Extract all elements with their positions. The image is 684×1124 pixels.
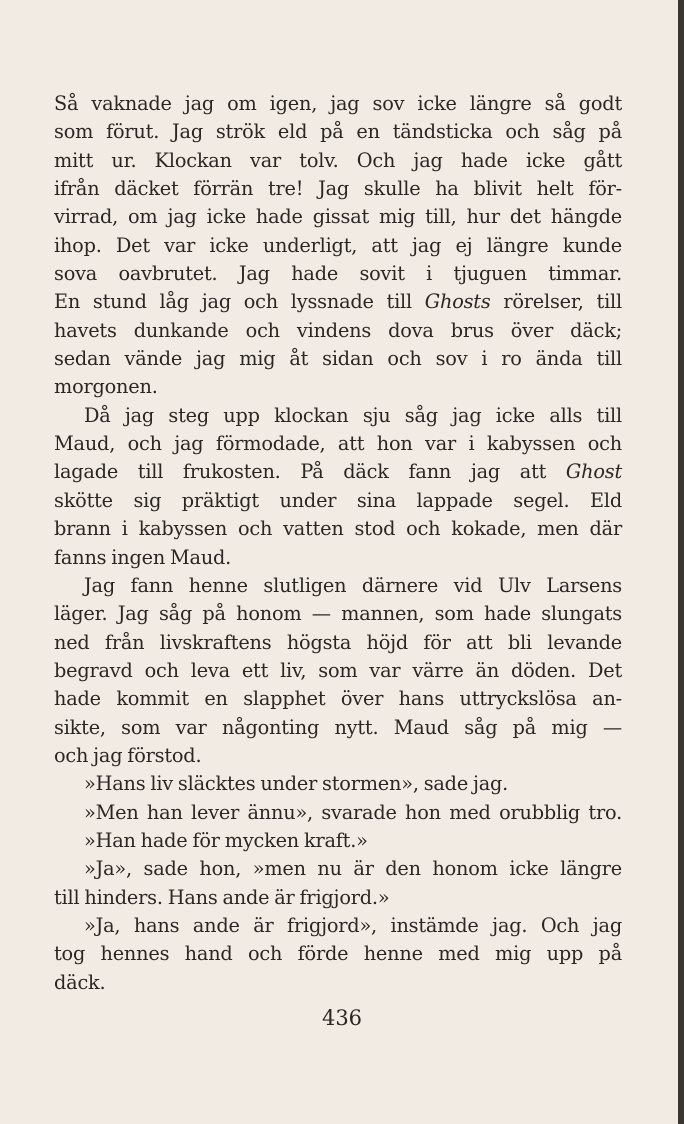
text-line: till hinders. Hans ande är frigjord.»: [54, 885, 390, 909]
text-line: morgonen.: [54, 375, 158, 399]
text-line: lagade till frukosten. På däck fann jag att Ghost: [54, 460, 622, 484]
text-line: hade kommit en slapphet över hans uttryckslösa an-: [54, 687, 622, 711]
text-line: ihop. Det var icke underligt, att jag ej längre kunde: [54, 233, 622, 257]
text-line: En stund låg jag och lyssnade till Ghosts rörelser, till: [54, 290, 622, 314]
text-line: mitt ur. Klockan var tolv. Och jag hade icke gått: [54, 148, 622, 172]
text-line: fanns ingen Maud.: [54, 545, 232, 569]
body-text: [54, 90, 622, 997]
text-line: »Han hade för mycken kraft.»: [84, 828, 368, 852]
text-line: ned från livskraftens högsta höjd för att bli levande: [54, 630, 622, 654]
page-edge-shadow: [678, 0, 684, 1124]
text-line: begravd och leva ett liv, som var värre än döden. Det: [54, 658, 622, 682]
page-number: 436: [321, 1006, 363, 1030]
text-line: däck.: [54, 970, 106, 994]
text-line: »Men han lever ännu», svarade hon med orubblig tro.: [84, 800, 622, 824]
text-line: virrad, om jag icke hade gissat mig till, hur det hängde: [54, 205, 622, 229]
text-line: Så vaknade jag om igen, jag sov icke längre så godt: [54, 92, 622, 115]
text-line: tog hennes hand och förde henne med mig upp på: [54, 942, 622, 966]
text-line: sedan vände jag mig åt sidan och sov i ro ända till: [54, 347, 622, 371]
text-line: Maud, och jag förmodade, att hon var i kabyssen och: [54, 432, 622, 456]
text-line: Då jag steg upp klockan sju såg jag icke alls till: [84, 403, 622, 427]
text-line: sikte, som var någonting nytt. Maud såg på mig —: [54, 715, 622, 739]
text-line: havets dunkande och vindens dova brus över däck;: [54, 318, 622, 342]
text-line: Jag fann henne slutligen därnere vid Ulv Larsens: [84, 573, 622, 597]
text-line: »Ja», sade hon, »men nu är den honom icke längre: [84, 857, 622, 881]
text-line: läger. Jag såg på honom — mannen, som hade slungats: [54, 602, 622, 626]
text-line: sova oavbrutet. Jag hade sovit i tjuguen timmar.: [54, 262, 622, 286]
text-line: som förut. Jag strök eld på en tändsticka och såg på: [54, 120, 622, 144]
text-line: och jag förstod.: [54, 743, 202, 767]
text-line: skötte sig präktigt under sina lappade segel. Eld: [54, 488, 622, 512]
text-line: brann i kabyssen och vatten stod och kokade, men där: [54, 517, 622, 541]
text-line: »Ja, hans ande är frigjord», instämde jag. Och jag: [84, 913, 622, 937]
text-line: »Hans liv släcktes under stormen», sade jag.: [84, 772, 509, 796]
text-line: ifrån däcket förrän tre! Jag skulle ha blivit helt för-: [54, 177, 622, 201]
